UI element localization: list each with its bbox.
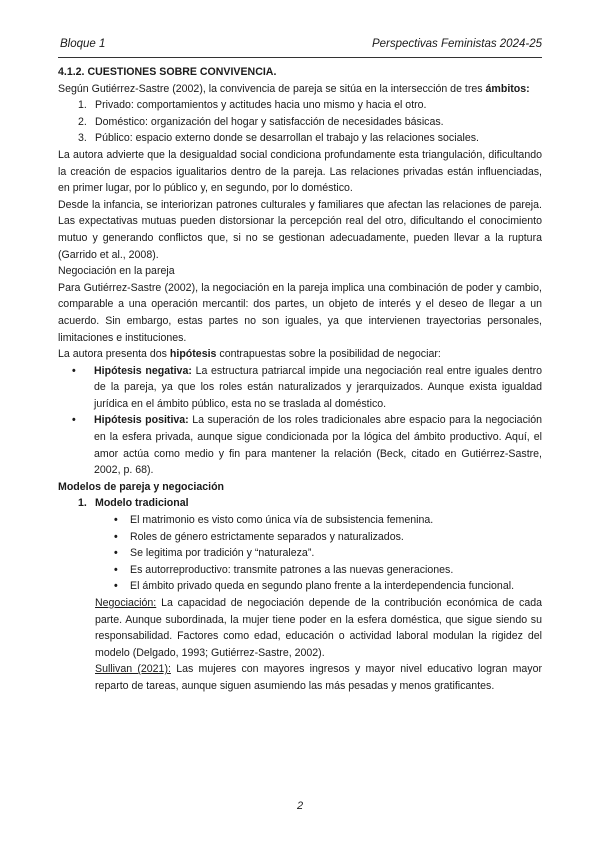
list-text: Roles de género estrictamente separados y naturalizados. [130,530,404,543]
negociacion-text: La capacidad de negociación depende de la contribución económica de cada parte. Aunque subordinada, la mujer tiene poder en la esfera doméstica, que sigue siendo su responsabilidad. Factores como edad, educación o actividad laboral modulan la rigidez del modelo (Delgado, 1993; Gutiérrez-Sastre, 2002). [95,597,542,659]
hipotesis-list [58,363,542,479]
list-item [58,545,542,562]
hipotesis-intro-after: contrapuestas sobre la posibilidad de negociar: [219,348,441,361]
modelo-title: Modelo tradicional [95,497,189,510]
list-text: El ámbito privado queda en segundo plano frente a la interdependencia funcional. [130,580,515,593]
modelos-title: Modelos de pareja y negociación [58,480,225,493]
bullet-icon: • [114,547,118,560]
list-text: Doméstico: organización del hogar y satisfacción de necesidades básicas. [95,115,444,128]
list-number: 3. [78,132,87,145]
hipotesis-positiva-item [58,412,542,478]
hipotesis-negativa-item [58,363,542,413]
paragraph-desigualdad: La autora advierte que la desigualdad social condiciona profundamente esta triangulación, dificultando la creación de espacios igualitarios dentro de la pareja. Las relaciones privadas están influenciadas, en primer lugar, por lo público y, en segundo, por lo doméstico. [58,148,542,195]
list-item [58,130,542,147]
list-text: Se legitima por tradición y “naturaleza”. [130,547,315,560]
list-text: Privado: comportamientos y actitudes hacia uno mismo y hacia el otro. [95,99,427,112]
modelo-number: 1. [78,497,87,510]
list-text: Es autorreproductivo: transmite patrones a las nuevas generaciones. [130,563,454,576]
intro-bold: ámbitos: [485,82,530,95]
list-number: 2. [78,115,87,128]
hipotesis-text: La superación de los roles tradicionales abre espacio para la negociación en la esfera privada, aunque sigue condicionada por la lógica del ámbito productivo. Aquí, el amor actúa como medio y fin para mantener la relación (Beck, citado en Gutiérrez-Sastre, 2002, p. 68). [94,414,543,477]
list-item [58,529,542,546]
bullet-icon: • [114,563,118,576]
paragraph-negociacion: Para Gutiérrez-Sastre (2002), la negociación en la pareja implica una combinación de poder y cambio, comparable a una operación mercantil: dos partes, un objeto de interés y el deseo de llegar a un acuerdo. Sin embargo, estas partes no son iguales, ya que intervienen trayectorias personales, limitaciones e instituciones. [58,281,542,344]
paragraph-hipotesis-intro [58,346,542,363]
hipotesis-text: La estructura patriarcal impide una negociación real entre iguales dentro de la pareja, ya que los roles están naturalizados y jerarquizados. Aunque exista igualdad jurídica en el ámbito público, esta no se traslada al doméstico. [94,364,542,410]
sullivan-text: Las mujeres con mayores ingresos y mayor nivel educativo logran mayor reparto de tareas, aunque siguen asumiendo las más pesadas y menos gratificantes. [95,663,542,692]
bullet-icon: • [72,364,76,377]
section-title: 4.1.2. CUESTIONES SOBRE CONVIVENCIA. [58,66,277,78]
modelo-tradicional-list [58,512,542,595]
negociacion-label: Negociación: [95,597,157,609]
negociacion-paragraph [58,595,542,661]
list-item [58,97,542,114]
page-body [58,64,542,695]
list-item [58,512,542,529]
subheading-negociacion: Negociación en la pareja [58,265,175,278]
bullet-icon: • [114,530,118,543]
sullivan-paragraph [58,661,542,694]
ambitos-list [58,97,542,147]
bullet-icon: • [114,514,118,527]
sullivan-label: Sullivan (2021): [95,663,171,676]
list-text: El matrimonio es visto como única vía de subsistencia femenina. [130,514,434,527]
header-divider [58,57,542,58]
intro-paragraph [58,81,542,98]
list-number: 1. [78,99,87,112]
modelo-tradicional-section [58,495,542,694]
hipotesis-intro-before: La autora presenta dos [58,348,167,361]
intro-text: Según Gutiérrez-Sastre (2002), la convivencia de pareja se sitúa en la intersección de tres [58,82,483,95]
list-item [58,578,542,595]
bullet-icon: • [114,580,118,593]
hipotesis-label: Hipótesis positiva: [94,414,189,427]
header-left: Bloque 1 [60,38,106,50]
header-right: Perspectivas Feministas 2024-25 [371,38,542,50]
list-item [58,562,542,579]
list-text: Público: espacio externo donde se desarrollan el trabajo y las relaciones sociales. [95,132,479,145]
page-header [60,38,542,54]
page-number: 2 [296,800,304,812]
list-item [58,114,542,131]
bullet-icon: • [72,414,76,427]
modelo-tradicional-heading [58,495,542,512]
hipotesis-label: Hipótesis negativa: [94,364,192,377]
hipotesis-bold: hipótesis [169,348,217,361]
paragraph-infancia: Desde la infancia, se interiorizan patrones culturales y familiares que afectan las relaciones de pareja. Las expectativas mutuas pueden distorsionar la percepción real del otro, dificultando el conocimiento mutuo y generando conflictos que, si no se gestionan adecuadamente, pueden llevar a la ruptura (Garrido et al., 2008). [58,198,542,261]
